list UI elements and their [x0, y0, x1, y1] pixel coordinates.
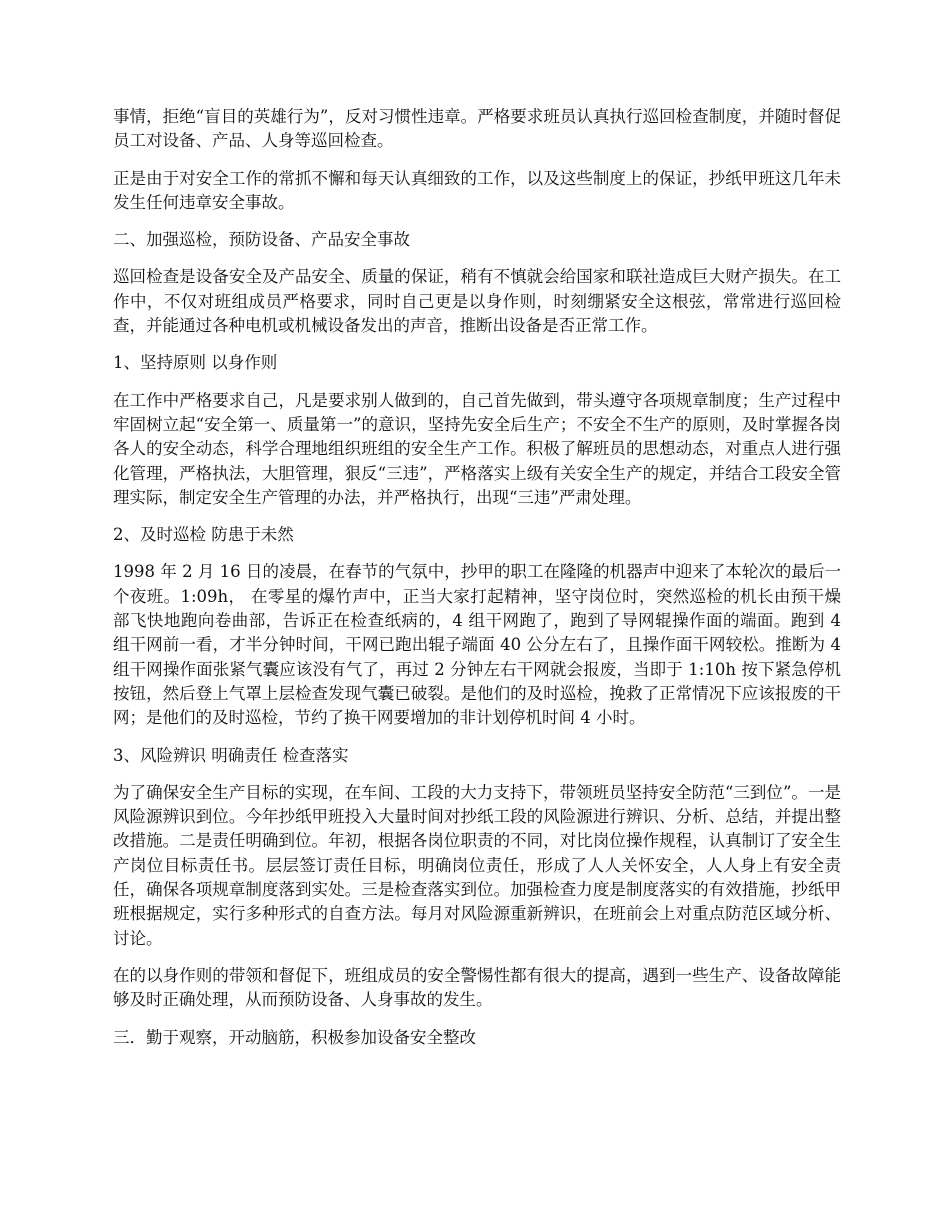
section-heading: 二、加强巡检，预防设备、产品安全事故: [113, 230, 410, 250]
body-paragraph: 1998 年 2 月 16 日的凌晨，在春节的气氛中，抄甲的职工在隆隆的机器声中迎来了本轮次的最后一个夜班。1:09h， 在零星的爆竹声中，正当大家打起精神，坚守岗位时，突然巡检的机长由预干燥部飞快地跑向卷曲部，告诉正在检查纸病的，4 组干网跑了，跑到了导网辊操作面的端面。跑到 4 组干网前一看，才半分钟时间，干网已跑出辊子端面 40 公分左右了，且操作面干网较松。推断为 4 组干网操作面张紧气囊应该没有气了，再过 2 分钟左右干网就会报废，当即于 1:10h 按下紧急停机按钮，然后登上气罩上层检查发现气囊已破裂。是他们的及时巡检，挽救了正常情况下应该报废的干网；是他们的及时巡检，节约了换干网要增加的非计划停机时间 4 小时。: [113, 562, 841, 728]
subsection-heading: 1、坚持原则 以身作则: [113, 353, 278, 373]
document-page: [113, 105, 841, 1063]
body-paragraph: 在的以身作则的带领和督促下，班组成员的安全警惕性都有很大的提高，遇到一些生产、设备故障能够及时正确处理，从而预防设备、人身事故的发生。: [113, 965, 841, 1010]
subsection-heading: 3、风险辨识 明确责任 检查落实: [113, 745, 349, 765]
body-paragraph: 在工作中严格要求自己，凡是要求别人做到的，自己首先做到，带头遵守各项规章制度；生产过程中牢固树立起“安全第一、质量第一”的意识，坚持先安全后生产；不安全不生产的原则，及时掌握各岗各人的安全动态，科学合理地组织班组的安全生产工作。积极了解班员的思想动态，对重点人进行强化管理，严格执法，大胆管理，狠反“三违”，严格落实上级有关安全生产的规定，并结合工段安全管理实际，制定安全生产管理的办法，并严格执行，出现“三违”严肃处理。: [113, 390, 841, 507]
body-paragraph: 正是由于对安全工作的常抓不懈和每天认真细致的工作，以及这些制度上的保证，抄纸甲班这几年未发生任何违章安全事故。: [113, 168, 841, 212]
body-paragraph: 为了确保安全生产目标的实现，在车间、工段的大力支持下，带领班员坚持安全防范“三到位”。一是风险源辨识到位。今年抄纸甲班投入大量时间对抄纸工段的风险源进行辨识、分析、总结，并提出整改措施。二是责任明确到位。年初，根据各岗位职责的不同，对比岗位操作规程，认真制订了安全生产岗位目标责任书。层层签订责任目标，明确岗位责任，形成了人人关怀安全，人人身上有安全责任，确保各项规章制度落到实处。三是检查落实到位。加强检查力度是制度落实的有效措施，抄纸甲班根据规定，实行多种形式的自查方法。每月对风险源重新辨识，在班前会上对重点防范区域分析、讨论。: [113, 782, 841, 948]
subsection-heading: 2、及时巡检 防患于未然: [113, 525, 294, 545]
body-paragraph: 事情，拒绝“盲目的英雄行为”，反对习惯性违章。严格要求班员认真执行巡回检查制度，并随时督促员工对设备、产品、人身等巡回检查。: [113, 107, 841, 151]
body-paragraph: 巡回检查是设备安全及产品安全、质量的保证，稍有不慎就会给国家和联社造成巨大财产损失。在工作中，不仅对班组成员严格要求，同时自己更是以身作则，时刻绷紧安全这根弦，常常进行巡回检查，并能通过各种电机或机械设备发出的声音，推断出设备是否正常工作。: [113, 267, 841, 336]
section-heading: 三．勤于观察，开动脑筋，积极参加设备安全整改: [113, 1027, 476, 1047]
